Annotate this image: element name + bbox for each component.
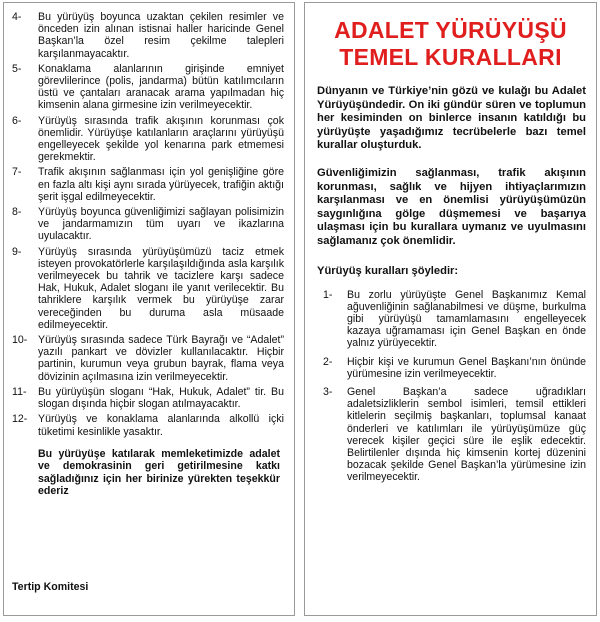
item-number: 4- (12, 11, 22, 23)
item-text: Yürüyüş sırasında sadece Türk Bayrağı ve “Adalet” yazılı pankart ve dövizler kullanılacaktır. Hiçbir partinin, kurumun veya grubun bayrak, flama veya dövizinin açılmasına izin verilmeyecektir. (38, 334, 284, 383)
list-item (12, 206, 284, 243)
list-item (323, 386, 586, 484)
right-panel (304, 2, 597, 616)
item-number: 7- (12, 166, 22, 179)
item-text: Yürüyüş sırasında trafik akışının korunması çok önemlidir. Yürüyüşe katılanların araçlarını yürüyüşü engelleyecek şekilde yol kenarına park etmemesi gerekmektir. (38, 114, 284, 164)
intro-paragraph: Dünyanın ve Türkiye’nin gözü ve kulağı bu Adalet Yürüyüşündedir. On iki gündür süren ve toplumun her kesiminden on binlerce insanın katıldığı bu yürüyüşte yaşadığımız tecrübelerle bazı temel kurallar oluşturduk. (317, 85, 586, 152)
rules-heading: Yürüyüş kuralları şöyledir: (317, 264, 459, 277)
list-item (12, 166, 284, 203)
item-number: 6- (12, 114, 22, 127)
list-item (12, 115, 284, 164)
list-item (12, 63, 284, 112)
page-title (305, 17, 596, 71)
item-text: Yürüyüş ve konaklama alanlarında alkollü içki tüketimi kesinlikle yasaktır. (38, 413, 284, 438)
left-rules-list (4, 3, 294, 438)
item-text: Bu yürüyüş boyunca uzaktan çekilen resimler ve önceden izin alınan istisnai haller haricinde Genel Başkan’la özel resim çekilme talepleri karşılanmayacaktır. (38, 11, 284, 60)
signature: Tertip Komitesi (12, 581, 89, 593)
list-item (323, 356, 586, 380)
item-number: 10- (12, 334, 28, 347)
item-number: 12- (12, 413, 28, 426)
item-number: 9- (12, 245, 22, 258)
list-item (12, 11, 284, 60)
item-number: 5- (12, 62, 22, 75)
title-line-1: ADALET YÜRÜYÜŞÜ (334, 17, 567, 43)
closing-thanks: Bu yürüyüşe katılarak memleketimizde adalet ve demokrasinin geri getirilmesine katkı sağladığınız için her birinize yürekten teşekkür ederiz (38, 447, 280, 497)
item-text: Genel Başkan’a sadece uğradıkları adaletsizliklerin sembol isimleri, temsil ettikleri kitlelerin seçilmiş başkanları, toplumsal kanaat önderleri ve katılımları ile yürüyüşümüze güç verecek kişiler geçici süre ile eşlik edecektir. Belirtilenler dışında hiç kimsenin kortej düzenini bozacak şekilde Genel Başkan’la yürümesine izin verilmeyecektir. (347, 385, 586, 484)
importance-paragraph: Güvenliğimizin sağlanması, trafik akışının korunması, sağlık ve hijyen ihtiyaçlarımızın karşılanması ve en önemlisi yürüyüşümüzün saygınlığına gölge düşmemesi ve başarıya ulaşması için bu kurallara uymanız ve uyulmasını sağlamanız çok önemlidir. (317, 166, 586, 247)
item-number: 8- (12, 206, 22, 219)
item-number: 1- (323, 288, 333, 301)
list-item (12, 386, 284, 410)
item-text: Bu yürüyüşün sloganı “Hak, Hukuk, Adalet” tir. Bu slogan dışında hiçbir slogan atılmayacaktır. (38, 385, 284, 411)
item-text: Bu zorlu yürüyüşte Genel Başkanımız Kemal ağuvenliğinin sağlanabilmesi ve düşme, burkulma gibi yürüyüşü tamamlamasını engelleyecek kazaya uğramaması için Genel Başkan en önde yalnız yürüyecektir. (347, 288, 586, 350)
list-item (12, 246, 284, 331)
item-number: 2- (323, 355, 333, 368)
right-rules-list (317, 289, 586, 484)
list-item (323, 289, 586, 350)
item-number: 11- (12, 385, 27, 398)
item-text: Yürüyüş boyunca güvenliğimizi sağlayan polisimizin ve jandarmamızın tüm uyarı ve ikazlarına uyulacaktır. (38, 206, 284, 243)
item-text: Trafik akışının sağlanması için yol genişliğine göre en fazla altı kişi aynı sırada yürüyecek, trafiğin aktığı şerit işgal edilmeyecektir. (38, 166, 284, 203)
left-panel (3, 2, 295, 616)
item-number: 3- (323, 385, 333, 398)
list-item (12, 334, 284, 383)
item-text: Hiçbir kişi ve kurumun Genel Başkanı’nın önünde yürümesine izin verilmeyecektir. (347, 355, 586, 380)
item-text: Yürüyüş sırasında yürüyüşümüzü taciz etmek isteyen provokatörlerle karşılaşıldığında asla karşılık verilmeyecek bu tahrik ve tacizlere karşı sadece Hak, Hukuk, Adalet sloganı ile yanıt verilecektir. Bu tahriklere karşılık vermek bu yürüyüşe zarar vereceğinden bu duruma asla müsaade edilmeyecektir. (38, 245, 284, 331)
list-item (12, 413, 284, 437)
title-line-2: TEMEL KURALLARI (339, 44, 562, 70)
item-text: Konaklama alanlarının girişinde emniyet görevlilerince (polis, jandarma) bütün katılımcıların üstü ve çantaları aranacak arama yapılmadan hiç kimsenin alana girmesine izin verilmeyecektir. (38, 62, 284, 112)
